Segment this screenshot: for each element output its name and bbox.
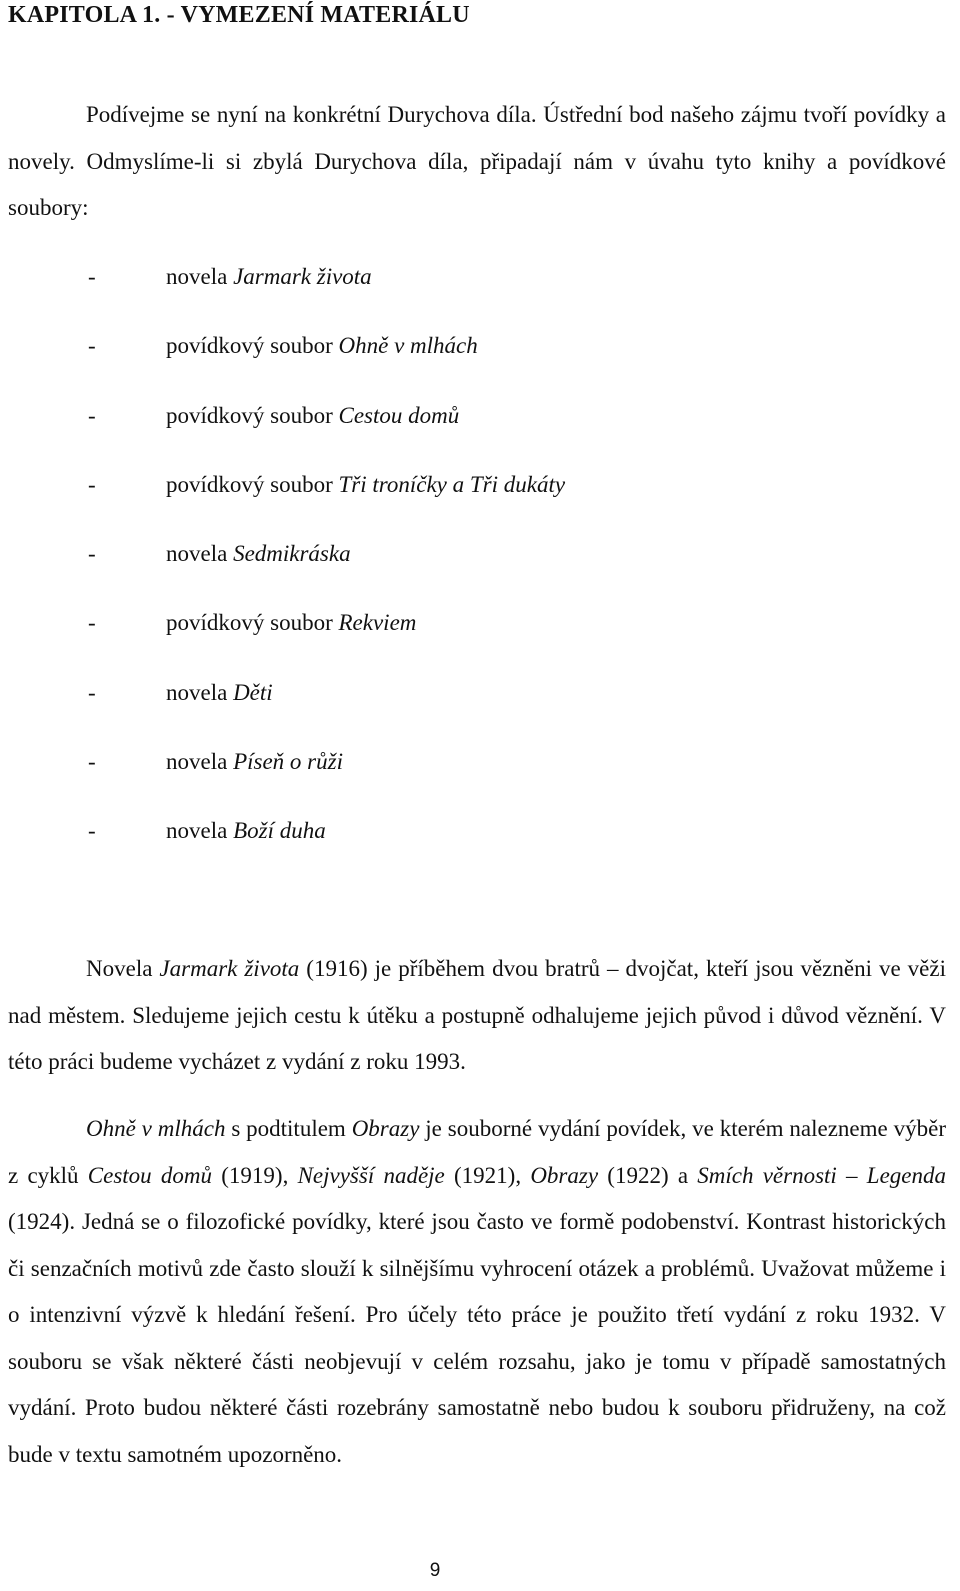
- work-title: Rekviem: [338, 610, 417, 636]
- work-title: Píseň o růži: [233, 749, 343, 775]
- list-dash: -: [88, 471, 96, 497]
- work-kind: povídkový soubor: [166, 333, 333, 359]
- work-title: Jarmark života: [233, 264, 372, 289]
- work-title: Jarmark života: [159, 956, 300, 981]
- intro-paragraph: Podívejme se nyní na konkrétní Durychova díla. Ústřední bod našeho zájmu tvoří povídky a novely. Odmyslíme-li si zbylá Durychova díla, připadají nám v úvahu tyto knihy a povídkové soubory:: [8, 102, 946, 220]
- paragraph-jarmark: [8, 946, 946, 1086]
- list-dash: -: [88, 402, 96, 428]
- text-run: (1924). Jedná se o filozofické povídky, které jsou často ve formě podobenství. Kontrast historických či senzačních motivů zde často slouží k silnějšímu vyhrocení otázek a problémů. Uvažovat můžeme i o intenzivní výzvě k hledání řešení. Pro účely této práce je použito třetí vydání z roku 1932. V souboru se však některé části neobjevují v celém rozsahu, jako je tomu v případě samostatných vydání. Proto budou některé části rozebrány samostatně nebo budou k souboru přidruženy, na což bude v textu samotném upozorněno.: [8, 1209, 946, 1467]
- list-dash: -: [88, 818, 96, 844]
- work-title: Ohně v mlhách: [86, 1116, 226, 1141]
- work-kind: novela: [166, 749, 228, 775]
- work-kind: povídkový soubor: [166, 471, 333, 497]
- work-title: Tři troníčky a Tři dukáty: [338, 471, 566, 497]
- work-title: Nejvyšší naděje: [297, 1162, 445, 1188]
- list-dash: -: [88, 333, 96, 359]
- work-title: Ohně v mlhách: [338, 333, 478, 359]
- work-title: Obrazy: [351, 1116, 420, 1141]
- work-title: Boží duha: [233, 818, 326, 844]
- text-run: (1919),: [212, 1162, 298, 1188]
- work-title: Děti: [233, 679, 273, 705]
- text-run: (1922) a: [598, 1162, 698, 1188]
- work-title: Smích věrnosti – Legenda: [697, 1162, 946, 1188]
- list-dash: -: [88, 541, 96, 567]
- paragraph-ohne: [8, 1106, 946, 1478]
- work-kind: povídkový soubor: [166, 402, 333, 428]
- work-title: Sedmikráska: [233, 541, 351, 567]
- text-run: s podtitulem: [225, 1116, 352, 1141]
- text-run: (1916) je příběhem dvou bratrů – dvojčat, kteří jsou vězněni ve věži nad městem. Sledujeme jejich cestu k útěku a postupně odhalujeme jejich původ i důvod věznění. V této práci budeme vycházet z vydání z roku 1993.: [8, 956, 946, 1074]
- text-run: (1921),: [444, 1162, 531, 1188]
- work-title: Cestou domů: [87, 1162, 213, 1188]
- list-dash: -: [88, 749, 96, 775]
- chapter-heading: KAPITOLA 1. - VYMEZENÍ MATERIÁLU: [8, 2, 470, 28]
- work-kind: povídkový soubor: [166, 610, 333, 636]
- work-title: Cestou domů: [338, 402, 460, 428]
- work-kind: novela: [166, 541, 228, 567]
- work-kind: novela: [166, 679, 228, 705]
- work-title: Obrazy: [530, 1162, 599, 1188]
- text-run: Novela: [86, 956, 160, 981]
- page-number: 9: [429, 1560, 441, 1581]
- list-dash: -: [88, 264, 96, 289]
- text-run: je souborné vydání povídek, ve kterém nalezneme výběr z cyklů: [8, 1116, 946, 1188]
- list-dash: -: [88, 610, 96, 636]
- list-dash: -: [88, 679, 96, 705]
- work-kind: novela: [166, 264, 228, 289]
- work-kind: novela: [166, 818, 228, 844]
